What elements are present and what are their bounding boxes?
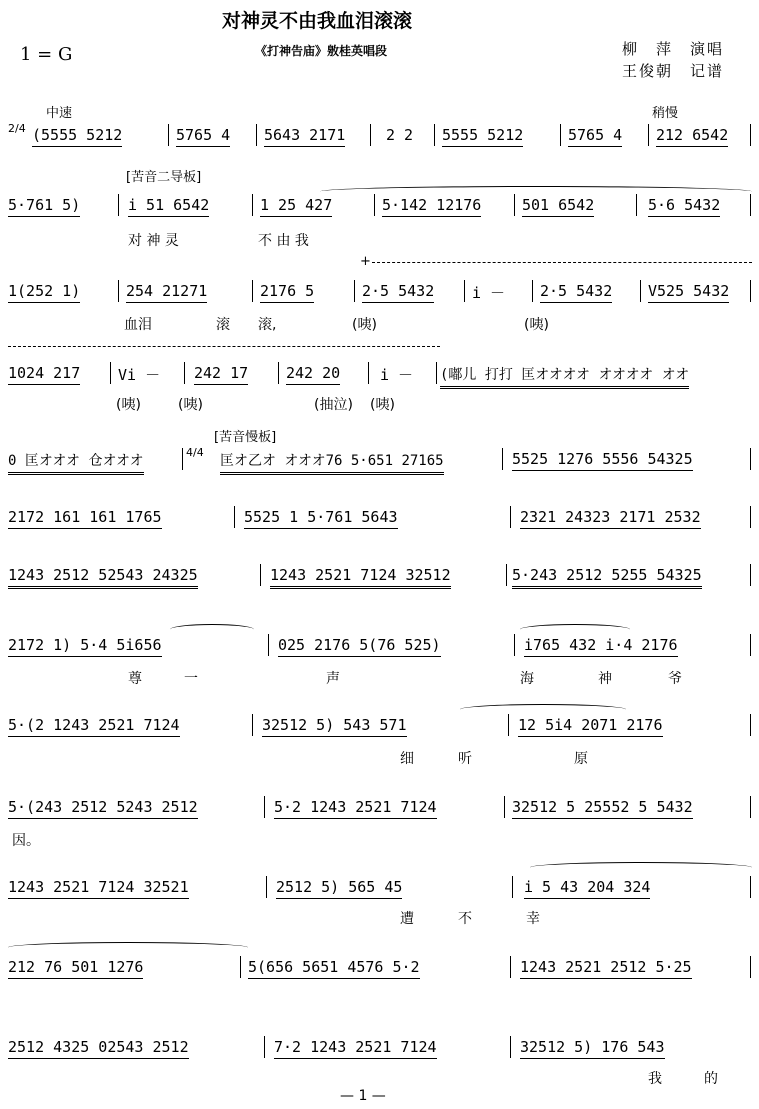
bar-line <box>510 506 511 528</box>
bar-line <box>260 564 261 586</box>
bar-line <box>118 280 119 302</box>
bar-line <box>368 362 369 384</box>
lyric: 尊 <box>128 671 142 687</box>
bar-line <box>252 194 253 216</box>
bar-line <box>532 280 533 302</box>
bar-line <box>750 714 751 736</box>
bar-line <box>354 280 355 302</box>
measure: 025 2176 5(76 525) <box>278 636 441 657</box>
bar-line <box>514 634 515 656</box>
song-title: 对神灵不由我血泪滚滚 <box>222 10 413 32</box>
measure: 5·(2 1243 2521 7124 <box>8 716 180 737</box>
lyric: 遭 <box>400 911 414 927</box>
lyric: 不 <box>458 911 472 927</box>
bar-line <box>560 124 561 146</box>
lyric: (咦) <box>370 397 395 413</box>
bar-line <box>750 634 751 656</box>
measure: 254 21271 <box>126 282 207 303</box>
bar-line <box>266 876 267 898</box>
bar-line <box>750 506 751 528</box>
bar-line <box>750 280 751 302</box>
bar-line <box>110 362 111 384</box>
lyric: 海 <box>520 671 534 687</box>
dashed-extension <box>372 262 752 263</box>
lyric: 爷 <box>668 671 682 687</box>
measure: 212 6542 <box>656 126 728 147</box>
measure: V525 5432 <box>648 282 729 303</box>
measure: i － <box>472 284 506 302</box>
lyric: 我 <box>648 1071 662 1087</box>
measure: 5·(243 2512 5243 2512 <box>8 798 198 819</box>
bar-line <box>234 506 235 528</box>
measure: 1243 2521 2512 5·25 <box>520 958 692 979</box>
bar-line <box>514 194 515 216</box>
measure: 2512 5) 565 45 <box>276 878 402 899</box>
lyric: (咦) <box>178 397 203 413</box>
bar-line <box>264 796 265 818</box>
phrase-slur <box>8 942 248 953</box>
bar-line <box>252 280 253 302</box>
time-signature-4-4: 4/4 <box>186 446 204 459</box>
measure: 2176 5 <box>260 282 314 303</box>
bar-line <box>434 124 435 146</box>
notation-row-2 <box>8 196 752 238</box>
measure: 5765 4 <box>176 126 230 147</box>
measure: 12 5i4 2071 2176 <box>518 716 663 737</box>
bar-line <box>750 448 751 470</box>
key-signature: 1 = G <box>20 44 73 65</box>
measure: 1024 217 <box>8 364 80 385</box>
lyric: 的 <box>704 1071 718 1087</box>
bar-line <box>750 564 751 586</box>
measure: 32512 5 25552 5 5432 <box>512 798 693 819</box>
song-subtitle: 《打神告庙》敫桂英唱段 <box>255 44 388 58</box>
measure: 5(656 5651 4576 5·2 <box>248 958 420 979</box>
measure: 5525 1 5·761 5643 <box>244 508 398 529</box>
singer-credit: 柳 萍 演唱 <box>622 40 725 58</box>
measure: (5555 5212 <box>32 126 122 147</box>
lyric: 一 <box>184 671 198 687</box>
measure: 212 76 501 1276 <box>8 958 143 979</box>
measure: 7·2 1243 2521 7124 <box>274 1038 437 1059</box>
measure: 1 25 427 <box>260 196 332 217</box>
bar-line <box>370 124 371 146</box>
measure: i 5 43 204 324 <box>524 878 650 899</box>
bar-line <box>268 634 269 656</box>
measure: 5·2 1243 2521 7124 <box>274 798 437 819</box>
measure: 1243 2512 52543 24325 <box>8 566 198 589</box>
bar-line <box>750 194 751 216</box>
bar-line <box>512 876 513 898</box>
tempo-marking: 中速 <box>46 106 73 121</box>
lyric: (抽泣) <box>314 397 353 413</box>
measure: 5·6 5432 <box>648 196 720 217</box>
lyric: 对 神 灵 <box>128 233 179 249</box>
measure: 242 17 <box>194 364 248 385</box>
phrase-slur <box>520 624 630 635</box>
lyric: 血泪 <box>124 317 152 333</box>
measure: 1243 2521 7124 32512 <box>270 566 451 589</box>
measure: 匡オ乙オ オオオ76 5·651 27165 <box>220 450 444 475</box>
lyric: (咦) <box>116 397 141 413</box>
measure: Vi － <box>118 366 161 384</box>
measure: 242 20 <box>286 364 340 385</box>
lyric: 听 <box>458 751 472 767</box>
measure: 5·243 2512 5255 54325 <box>512 566 702 589</box>
bar-line <box>240 956 241 978</box>
bar-line <box>252 714 253 736</box>
measure: i765 432 i·4 2176 <box>524 636 678 657</box>
time-signature-2-4: 2/4 <box>8 122 26 135</box>
bar-line <box>636 194 637 216</box>
measure: 2 2 <box>386 126 414 144</box>
measure: 2321 24323 2171 2532 <box>520 508 701 529</box>
notation-row-12 <box>8 958 752 1000</box>
lyric: 神 <box>598 671 612 687</box>
bar-line <box>278 362 279 384</box>
measure: 1243 2521 7124 32521 <box>8 878 189 899</box>
bar-line <box>264 1036 265 1058</box>
section-label-manban: [苦音慢板] <box>214 430 277 445</box>
bar-line <box>464 280 465 302</box>
measure: 5·142 12176 <box>382 196 481 217</box>
measure: i 51 6542 <box>128 196 209 217</box>
bar-line <box>750 956 751 978</box>
bar-line <box>256 124 257 146</box>
lyric: 滚, <box>258 317 277 333</box>
bar-line <box>118 194 119 216</box>
measure: 5643 2171 <box>264 126 345 147</box>
phrase-slur <box>460 704 626 715</box>
phrase-slur <box>170 624 254 635</box>
measure: 2172 1) 5·4 5i656 <box>8 636 162 657</box>
measure: 5765 4 <box>568 126 622 147</box>
measure: 32512 5) 176 543 <box>520 1038 665 1059</box>
notation-row-8 <box>8 636 752 678</box>
notation-row-3 <box>8 282 752 324</box>
notation-row-13 <box>8 1038 752 1080</box>
bar-line <box>168 124 169 146</box>
notation-row-1 <box>8 126 752 168</box>
bar-line <box>510 956 511 978</box>
bar-line <box>436 362 437 384</box>
bar-line <box>508 714 509 736</box>
notation-row-10 <box>8 798 752 840</box>
slower-marking: 稍慢 <box>652 106 679 121</box>
measure: (嘟儿 打打 匡オオオオ オオオオ オオ <box>440 364 689 389</box>
lyric: 幸 <box>526 911 540 927</box>
lyric: 原 <box>574 751 588 767</box>
phrase-slur <box>530 862 752 873</box>
measure: i － <box>380 366 414 384</box>
measure: 501 6542 <box>522 196 594 217</box>
dashed-extension <box>8 346 440 347</box>
lyric: 不 由 我 <box>258 233 309 249</box>
measure: 5525 1276 5556 54325 <box>512 450 693 471</box>
bar-line <box>502 448 503 470</box>
measure: 2512 4325 02543 2512 <box>8 1038 189 1059</box>
measure: 2·5 5432 <box>540 282 612 303</box>
lyric: (咦) <box>352 317 377 333</box>
lyric: 因。 <box>12 833 40 849</box>
bar-line <box>182 448 183 470</box>
bar-line <box>184 362 185 384</box>
bar-line <box>640 280 641 302</box>
measure: 2·5 5432 <box>362 282 434 303</box>
bar-line <box>504 796 505 818</box>
measure: 2172 161 161 1765 <box>8 508 162 529</box>
notation-row-9 <box>8 716 752 758</box>
plus-mark: + <box>360 254 371 269</box>
notation-row-11 <box>8 878 752 920</box>
notation-row-7 <box>8 566 752 608</box>
lyric: 滚 <box>216 317 230 333</box>
bar-line <box>374 194 375 216</box>
measure: 5555 5212 <box>442 126 523 147</box>
measure: 32512 5) 543 571 <box>262 716 407 737</box>
bar-line <box>648 124 649 146</box>
measure: 0 匡オオオ 仓オオオ <box>8 450 144 475</box>
bar-line <box>750 124 751 146</box>
bar-line <box>510 1036 511 1058</box>
notation-row-5 <box>8 450 752 492</box>
measure: 5·761 5) <box>8 196 80 217</box>
lyric: (咦) <box>524 317 549 333</box>
bar-line <box>750 876 751 898</box>
bar-line <box>506 564 507 586</box>
bar-line <box>750 796 751 818</box>
notation-row-6 <box>8 508 752 550</box>
page-number: — 1 — <box>340 1088 386 1104</box>
notator-credit: 王俊朝 记谱 <box>622 62 725 80</box>
section-label-erdaoban: [苦音二导板] <box>126 170 202 185</box>
lyric: 声 <box>326 671 340 687</box>
measure: 1(252 1) <box>8 282 80 303</box>
lyric: 细 <box>400 751 414 767</box>
